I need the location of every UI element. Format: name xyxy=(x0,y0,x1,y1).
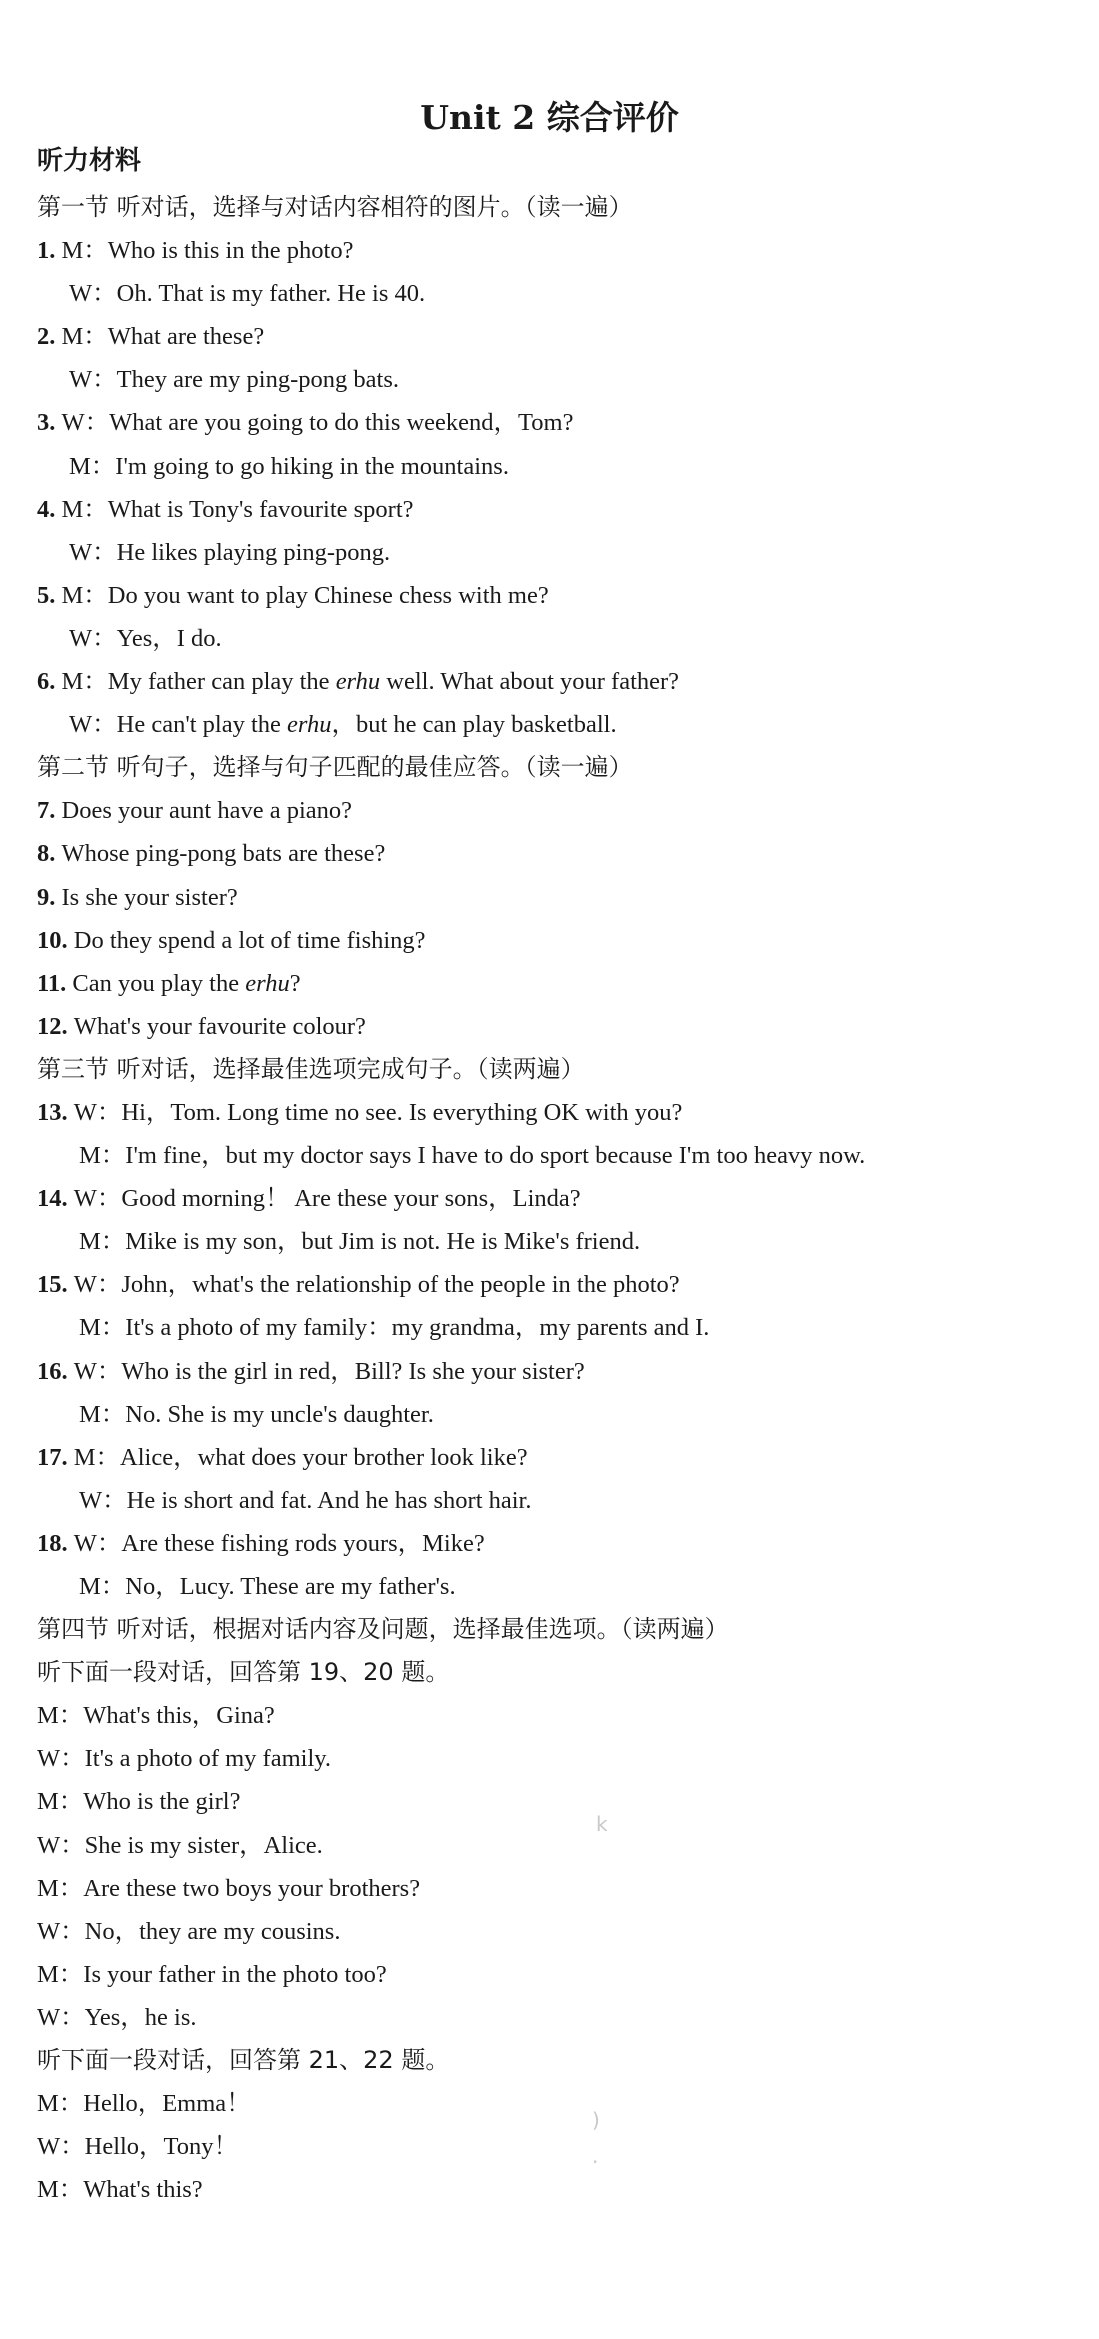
line-text: M：What's this，Gina? xyxy=(37,1702,275,1730)
question-line xyxy=(37,1350,1077,1393)
section-heading: 听力材料 xyxy=(37,146,142,176)
line-text: 听下面一段对话，回答第 21、22 题。 xyxy=(37,2046,450,2075)
question-number: 15. xyxy=(37,1271,74,1299)
line-text: W：Yes，I do. xyxy=(69,624,222,652)
question-number: 8. xyxy=(37,840,62,868)
line-text: W：She is my sister，Alice. xyxy=(37,1831,323,1859)
question-line xyxy=(37,919,1077,962)
question-line xyxy=(37,1005,1077,1048)
line-text: Does your aunt have a piano? xyxy=(61,797,352,825)
dialogue-line xyxy=(37,2082,1077,2125)
dialogue-line xyxy=(37,1996,1077,2039)
line-text: 第三节 听对话，选择最佳选项完成句子。（读两遍） xyxy=(37,1054,585,1083)
question-line xyxy=(37,876,1077,919)
line-text: M：Who is this in the photo? xyxy=(61,237,354,265)
line-text: M：No. She is my uncle's daughter. xyxy=(79,1400,434,1428)
line-text: W：He likes playing ping-pong. xyxy=(69,538,391,566)
question-number: 11. xyxy=(37,969,73,997)
line-text: W：Oh. That is my father. He is 40. xyxy=(69,280,426,308)
question-number: 16. xyxy=(37,1357,74,1385)
line-text: M：What are these? xyxy=(61,323,265,351)
line-text: What's your favourite colour? xyxy=(73,1012,366,1040)
line-text: W：What are you going to do this weekend，Tom? xyxy=(61,409,574,437)
line-text: 第四节 听对话，根据对话内容及问题，选择最佳选项。（读两遍） xyxy=(37,1615,729,1644)
section-instruction xyxy=(37,2039,1077,2082)
line-text: W：They are my ping-pong bats. xyxy=(69,366,399,394)
question-line xyxy=(37,1263,1077,1306)
question-number: 5. xyxy=(37,581,62,609)
dialogue-line xyxy=(37,531,1077,574)
line-text: 第二节 听句子，选择与句子匹配的最佳应答。（读一遍） xyxy=(37,753,633,782)
dialogue-line xyxy=(37,703,1077,746)
question-number: 4. xyxy=(37,495,62,523)
dialogue-line xyxy=(37,1479,1077,1522)
line-text: M：My father can play the erhu well. What about your father? xyxy=(61,668,680,696)
question-number: 7. xyxy=(37,797,62,825)
dialogue-line xyxy=(37,1306,1077,1349)
section-instruction xyxy=(37,1048,1077,1091)
line-text: M：No，Lucy. These are my father's. xyxy=(79,1573,456,1600)
question-line xyxy=(37,962,1077,1005)
dialogue-line xyxy=(37,2168,1077,2211)
dialogue-line xyxy=(37,1910,1077,1953)
page-title: Unit 2 综合评价 xyxy=(420,98,679,137)
question-line xyxy=(37,574,1077,617)
line-text: M：Who is the girl? xyxy=(37,1788,241,1816)
question-line xyxy=(37,660,1077,703)
line-text: M：Mike is my son，but Jim is not. He is Mike's friend. xyxy=(79,1228,641,1256)
bleed-through-mark: · xyxy=(592,2150,599,2174)
line-text: W：Yes，he is. xyxy=(37,2003,197,2031)
line-text: W：Good morning！ Are these your sons，Linda? xyxy=(73,1185,581,1213)
dialogue-line xyxy=(37,1867,1077,1910)
line-text: M：What is Tony's favourite sport? xyxy=(61,495,414,523)
question-number: 17. xyxy=(37,1443,74,1471)
line-text: W：Are these fishing rods yours，Mike? xyxy=(73,1529,485,1557)
dialogue-line xyxy=(37,1780,1077,1823)
transcript-lines xyxy=(37,186,1077,2211)
line-text: M：I'm fine，but my doctor says I have to do sport because I'm too heavy now. xyxy=(79,1142,866,1170)
line-text: W：No，they are my cousins. xyxy=(37,1917,341,1945)
question-number: 3. xyxy=(37,409,62,437)
line-text: Whose ping-pong bats are these? xyxy=(61,840,386,868)
line-text: M：Alice，what does your brother look like? xyxy=(73,1443,528,1471)
line-text: M：Are these two boys your brothers? xyxy=(37,1874,421,1902)
line-text: M：I'm going to go hiking in the mountains. xyxy=(69,452,509,480)
line-text: W：Hello，Tony！ xyxy=(37,2133,239,2161)
dialogue-line xyxy=(37,1220,1077,1263)
line-text: W：Who is the girl in red，Bill? Is she your sister? xyxy=(73,1357,585,1385)
line-text: W：He is short and fat. And he has short hair. xyxy=(79,1486,532,1514)
dialogue-line xyxy=(37,1737,1077,1780)
section-instruction xyxy=(37,1651,1077,1694)
question-number: 10. xyxy=(37,926,74,954)
question-number: 9. xyxy=(37,883,62,911)
dialogue-line xyxy=(37,2125,1077,2168)
question-number: 14. xyxy=(37,1185,74,1213)
section-instruction xyxy=(37,186,1077,229)
question-number: 18. xyxy=(37,1529,74,1557)
dialogue-line xyxy=(37,1953,1077,1996)
line-text: 第一节 听对话，选择与对话内容相符的图片。（读一遍） xyxy=(37,193,633,221)
dialogue-line xyxy=(37,445,1077,488)
dialogue-line xyxy=(37,1393,1077,1436)
section-instruction xyxy=(37,1608,1077,1651)
dialogue-line xyxy=(37,272,1077,315)
question-line xyxy=(37,1177,1077,1220)
question-line xyxy=(37,1522,1077,1565)
dialogue-line xyxy=(37,1565,1077,1608)
bleed-through-mark: ) xyxy=(592,2108,600,2132)
line-text: M：It's a photo of my family：my grandma，my parents and I. xyxy=(79,1314,710,1342)
question-number: 2. xyxy=(37,323,62,351)
question-line xyxy=(37,1436,1077,1479)
line-text: Can you play the erhu? xyxy=(72,969,301,997)
line-text: Do they spend a lot of time fishing? xyxy=(73,926,426,954)
question-line xyxy=(37,1091,1077,1134)
question-line xyxy=(37,315,1077,358)
dialogue-line xyxy=(37,1824,1077,1867)
line-text: M：What's this? xyxy=(37,2176,203,2204)
line-text: W：It's a photo of my family. xyxy=(37,1745,332,1773)
section-instruction xyxy=(37,746,1077,789)
line-text: W：John，what's the relationship of the people in the photo? xyxy=(73,1271,680,1299)
dialogue-line xyxy=(37,617,1077,660)
question-line xyxy=(37,401,1077,444)
line-text: M：Do you want to play Chinese chess with me? xyxy=(61,581,549,609)
dialogue-line xyxy=(37,358,1077,401)
dialogue-line xyxy=(37,1694,1077,1737)
question-number: 1. xyxy=(37,237,62,265)
bleed-through-mark: k xyxy=(596,1812,608,1836)
question-line xyxy=(37,789,1077,832)
question-number: 6. xyxy=(37,668,62,696)
question-line xyxy=(37,229,1077,272)
line-text: M：Is your father in the photo too? xyxy=(37,1960,387,1988)
question-number: 13. xyxy=(37,1098,74,1126)
question-line xyxy=(37,832,1077,875)
line-text: 听下面一段对话，回答第 19、20 题。 xyxy=(37,1658,450,1687)
line-text: W：Hi，Tom. Long time no see. Is everything OK with you? xyxy=(73,1098,683,1126)
line-text: W：He can't play the erhu，but he can play basketball. xyxy=(69,711,617,739)
line-text: M：Hello，Emma！ xyxy=(37,2090,251,2118)
dialogue-line xyxy=(37,1134,1077,1177)
question-number: 12. xyxy=(37,1012,74,1040)
line-text: Is she your sister? xyxy=(61,883,238,911)
question-line xyxy=(37,488,1077,531)
